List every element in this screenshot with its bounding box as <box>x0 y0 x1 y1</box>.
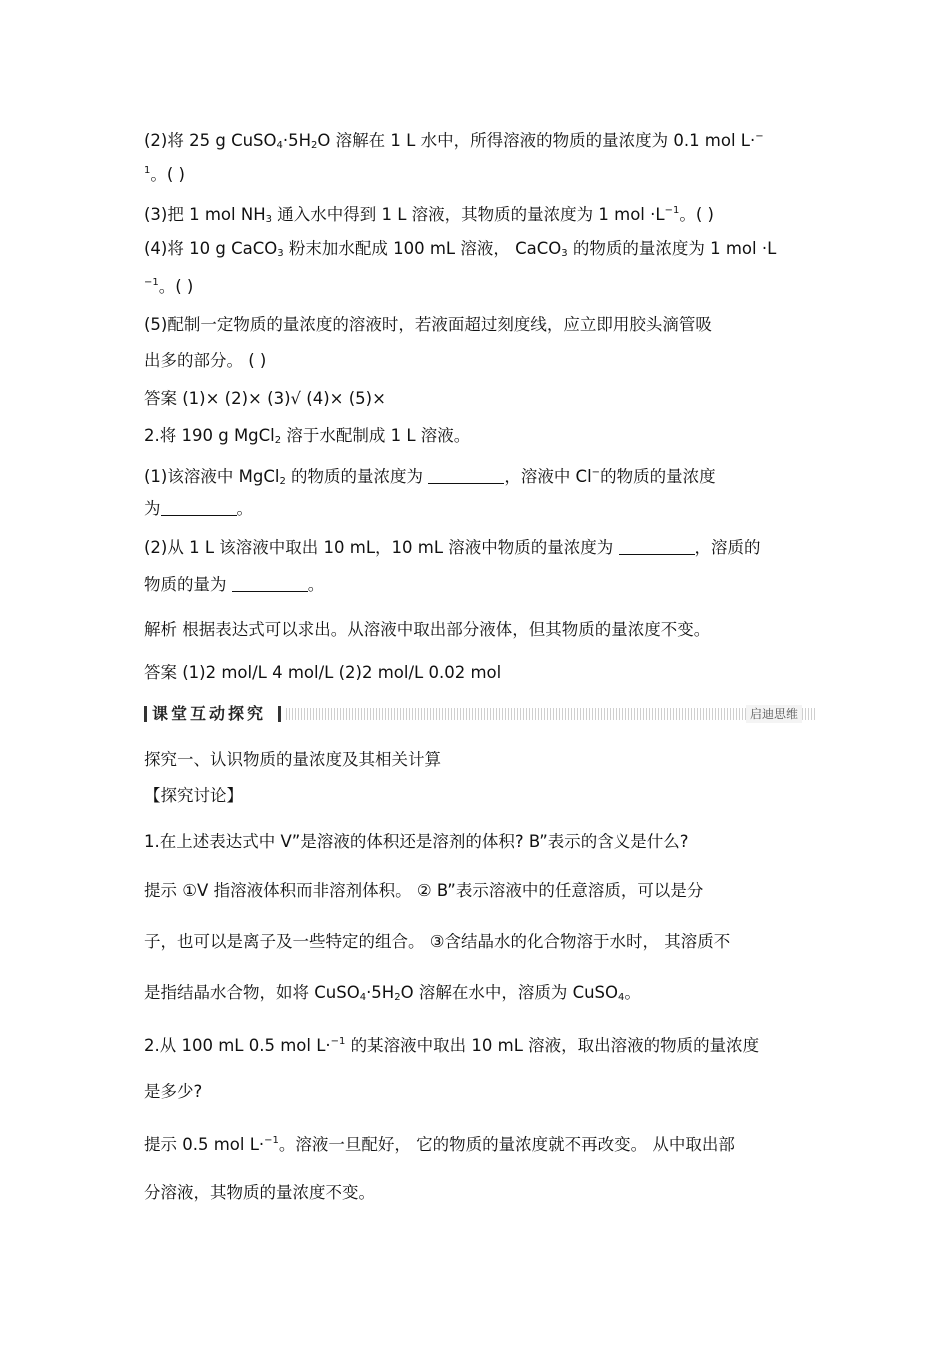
answer-1: 答案 (1)× (2)× (3)√ (4)× (5)× <box>144 389 386 408</box>
question-5: (5)配制一定物质的量浓度的溶液时，若液面超过刻度线，应立即用胶头滴管吸 <box>144 315 712 334</box>
answer-2: 答案 (1)2 mol/L 4 mol/L (2)2 mol/L 0.02 mol <box>144 663 502 682</box>
answer-blank[interactable] <box>619 538 695 555</box>
hint-2-line-1: 提示 0.5 mol L·$^{-1}$。溶液一旦配好， 它的物质的量浓度就不再改变。 从中取出部 <box>144 1135 735 1154</box>
section-banner <box>144 703 816 725</box>
hint-1-line-1: 提示 ①V 指溶液体积而非溶剂体积。 ② B”表示溶液中的任意溶质，可以是分 <box>144 881 704 900</box>
answer-blank[interactable] <box>161 499 237 516</box>
banner-stripe <box>286 708 816 720</box>
section-tag: 启迪思维 <box>746 705 802 723</box>
section-title: 课堂互动探究 <box>152 704 267 723</box>
question-4: (4)将 10 g CaCO$_3$ 粉末加水配成 100 mL 溶液， CaCO$_3$ 的物质的量浓度为 1 mol ·L <box>144 239 777 259</box>
explore-question-2-cont: 是多少? <box>144 1082 203 1101</box>
question-2-cont: $^1$。( ) <box>144 165 185 184</box>
banner-bar-right <box>278 706 281 722</box>
question-4-cont: $^{-1}$。( ) <box>144 277 194 296</box>
explore-question-2: 2.从 100 mL 0.5 mol L·$^{-1}$ 的某溶液中取出 10 mL 溶液，取出溶液的物质的量浓度 <box>144 1036 760 1055</box>
problem-2: 2.将 190 g MgCl$_2$ 溶于水配制成 1 L 溶液。 <box>144 426 471 446</box>
explore-heading: 探究一、认识物质的量浓度及其相关计算 <box>144 750 441 769</box>
problem-2-q1: (1)该溶液中 MgCl$_2$ 的物质的量浓度为 ，溶液中 Cl−的物质的量浓度 <box>144 467 716 487</box>
question-2: (2)将 25 g $CuSO_4\cdot 5H_2O$ 溶解在 1 L 水中，所得溶液的物质的量浓度为 0.1 mol L·− <box>144 131 764 151</box>
problem-2-q2-cont: 物质的量为 。 <box>144 575 325 594</box>
question-3: (3)把 1 mol $NH_3$ 通入水中得到 1 L 溶液，其物质的量浓度为 1 mol $\cdot L^{-1}$。( ) <box>144 205 714 225</box>
problem-2-q2: (2)从 1 L 该溶液中取出 10 mL，10 mL 溶液中物质的量浓度为 ，溶质的 <box>144 538 761 557</box>
discussion-label: 【探究讨论】 <box>144 786 243 805</box>
analysis: 解析 根据表达式可以求出。从溶液中取出部分液体，但其物质的量浓度不变。 <box>144 620 711 639</box>
hint-1-line-2: 子，也可以是离子及一些特定的组合。 ③含结晶水的化合物溶于水时， 其溶质不 <box>144 932 731 951</box>
hint-2-line-2: 分溶液，其物质的量浓度不变。 <box>144 1183 375 1202</box>
question-5-cont: 出多的部分。 ( ) <box>144 351 267 370</box>
answer-blank[interactable] <box>428 467 504 484</box>
banner-bar-left <box>144 706 147 722</box>
hint-1-line-3: 是指结晶水合物，如将 $CuSO_4\cdot 5H_2O$ 溶解在水中，溶质为 CuSO$_4$。 <box>144 983 641 1003</box>
answer-blank[interactable] <box>232 575 308 592</box>
explore-question-1: 1.在上述表达式中 V”是溶液的体积还是溶剂的体积? B”表示的含义是什么? <box>144 832 689 851</box>
problem-2-q1-cont: 为 。 <box>144 499 253 518</box>
